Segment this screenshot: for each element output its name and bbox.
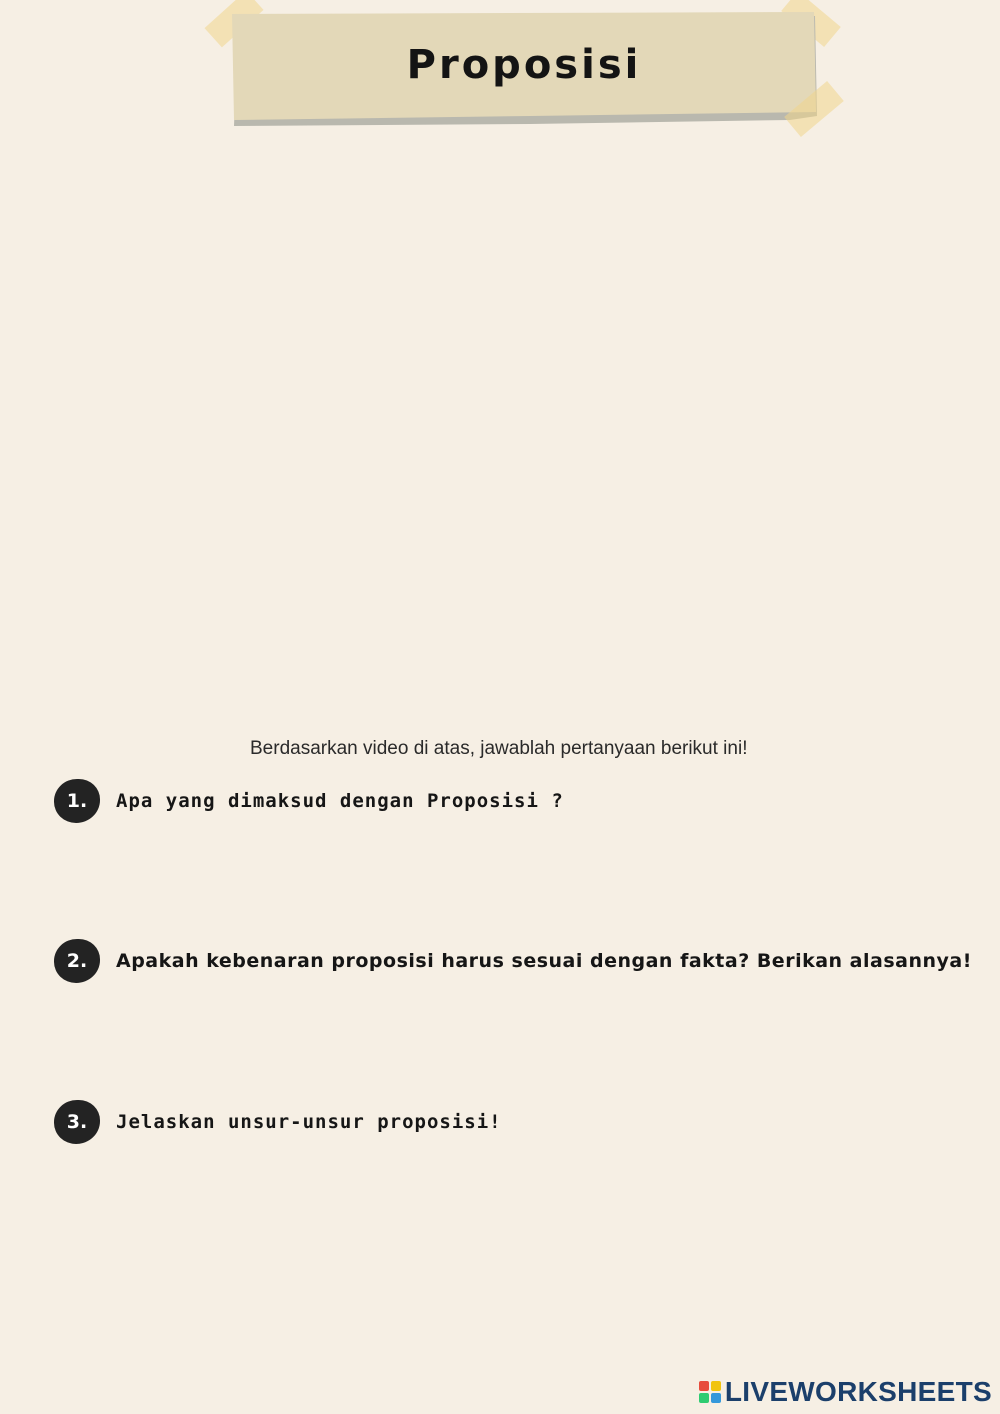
logo-squares-icon (699, 1381, 721, 1403)
question-number-badge: 2. (54, 939, 100, 983)
question-number-badge: 1. (54, 779, 100, 823)
question-3 (54, 1100, 502, 1144)
logo-square (711, 1381, 721, 1391)
question-1 (54, 779, 564, 823)
logo-text: LIVEWORKSHEETS (724, 1376, 992, 1407)
question-number-badge: 3. (54, 1100, 100, 1144)
logo-square (699, 1393, 709, 1403)
instruction-text: Berdasarkan video di atas, jawablah pertanyaan berikut ini! (250, 738, 748, 759)
question-text: Jelaskan unsur-unsur proposisi! (116, 1111, 502, 1133)
question-2 (54, 939, 972, 983)
question-text: Apa yang dimaksud dengan Proposisi ? (116, 790, 564, 812)
logo-square (699, 1381, 709, 1391)
liveworksheets-logo (699, 1376, 992, 1408)
title-banner (230, 12, 818, 126)
logo-square (711, 1393, 721, 1403)
page-title: Proposisi (406, 42, 642, 88)
question-text: Apakah kebenaran proposisi harus sesuai dengan fakta? Berikan alasannya! (116, 950, 972, 972)
